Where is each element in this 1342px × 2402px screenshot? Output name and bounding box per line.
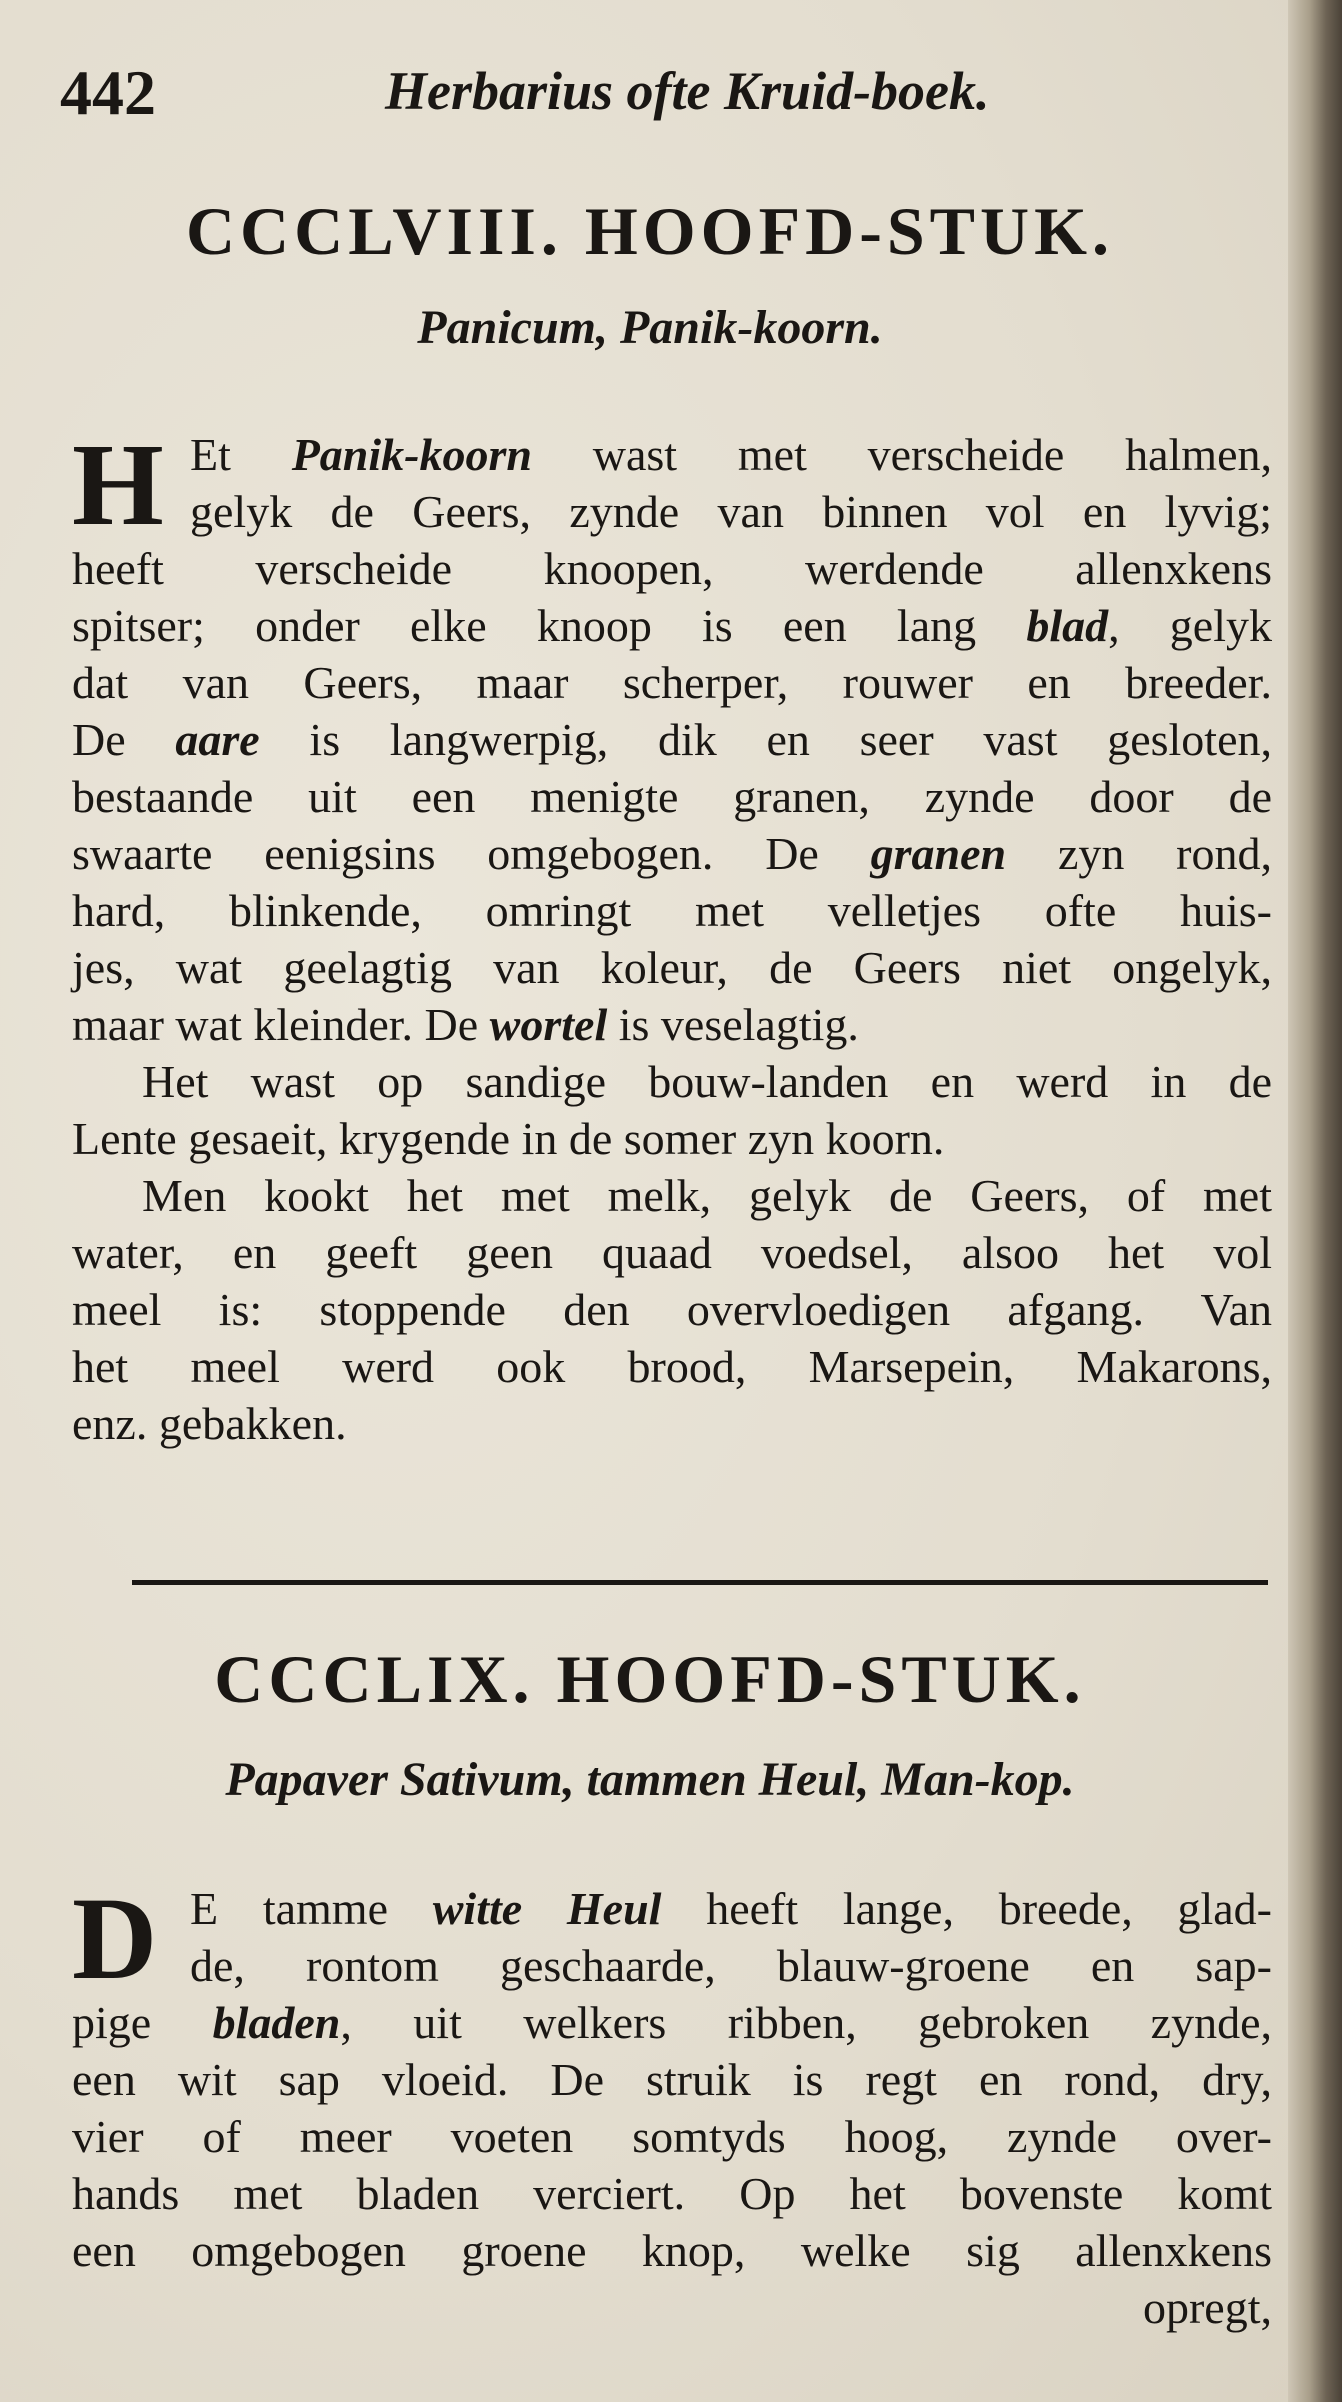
text-line: enz. gebakken. bbox=[72, 1398, 347, 1449]
chapter-subtitle-2: Papaver Sativum, tammen Heul, Man-kop. bbox=[225, 1753, 1075, 1806]
text-line: hands met bladen verciert. Op het bovenste komt bbox=[72, 2168, 1272, 2219]
chapter-title-2: CCCLIX. HOOFD-STUK. bbox=[214, 1641, 1086, 1717]
drop-cap: H bbox=[72, 419, 164, 550]
running-title: Herbarius ofte Kruid-boek. bbox=[385, 61, 990, 121]
text-line: het meel werd ook brood, Marsepein, Makarons, bbox=[72, 1341, 1272, 1392]
text-line: Lente gesaeit, krygende in de somer zyn koorn. bbox=[72, 1113, 945, 1164]
text-line: gelyk de Geers, zynde van binnen vol en lyvig; bbox=[190, 486, 1272, 537]
text-line: opregt, bbox=[1142, 2282, 1272, 2333]
drop-cap: D bbox=[72, 1873, 158, 2004]
paragraph-4 bbox=[72, 1873, 1273, 2336]
chapter-subtitle-1: Panicum, Panik-koorn. bbox=[417, 301, 883, 354]
text-line: een omgebogen groene knop, welke sig allenxkens bbox=[72, 2225, 1272, 2276]
text-line: spitser; onder elke knoop is een lang blad, gelyk bbox=[72, 600, 1272, 651]
paragraph-2 bbox=[72, 1053, 1272, 1167]
text-line: dat van Geers, maar scherper, rouwer en breeder. bbox=[72, 657, 1272, 708]
page-header bbox=[60, 48, 1260, 128]
text-line: Men kookt het met melk, gelyk de Geers, of met bbox=[142, 1170, 1272, 1221]
text-line: een wit sap vloeid. De struik is regt en rond, dry, bbox=[72, 2054, 1272, 2105]
text-line: de, rontom geschaarde, blauw-groene en sap- bbox=[190, 1940, 1272, 1991]
chapter-1-text bbox=[72, 419, 1272, 1452]
paragraph-3 bbox=[72, 1167, 1272, 1452]
text-line: pige bladen, uit welkers ribben, gebroken zynde, bbox=[72, 1997, 1272, 2048]
chapter-2-text bbox=[72, 1873, 1273, 2336]
section-divider bbox=[132, 1580, 1268, 1585]
text-line: meel is: stoppende den overvloedigen afgang. Van bbox=[72, 1284, 1272, 1335]
text-line: maar wat kleinder. De wortel is veselagtig. bbox=[72, 999, 859, 1050]
text-line: Het wast op sandige bouw-landen en werd in de bbox=[142, 1056, 1272, 1107]
paragraph-1 bbox=[72, 419, 1272, 1053]
text-line: De aare is langwerpig, dik en seer vast gesloten, bbox=[72, 714, 1272, 765]
text-line: Et Panik-koorn wast met verscheide halmen, bbox=[190, 429, 1272, 480]
text-line: swaarte eenigsins omgebogen. De granen zyn rond, bbox=[72, 828, 1272, 879]
chapter-title-1: CCCLVIII. HOOFD-STUK. bbox=[185, 193, 1115, 269]
text-line: water, en geeft geen quaad voedsel, alsoo het vol bbox=[72, 1227, 1272, 1278]
text-line: jes, wat geelagtig van koleur, de Geers niet ongelyk, bbox=[72, 942, 1272, 993]
page-number: 442 bbox=[60, 57, 156, 128]
text-line: vier of meer voeten somtyds hoog, zynde over- bbox=[72, 2111, 1272, 2162]
text-line: bestaande uit een menigte granen, zynde door de bbox=[72, 771, 1272, 822]
text-line: E tamme witte Heul heeft lange, breede, glad- bbox=[190, 1883, 1273, 1934]
text-line: heeft verscheide knoopen, werdende allenxkens bbox=[72, 543, 1272, 594]
text-line: hard, blinkende, omringt met velletjes ofte huis- bbox=[72, 885, 1272, 936]
book-spine bbox=[1288, 0, 1342, 2402]
